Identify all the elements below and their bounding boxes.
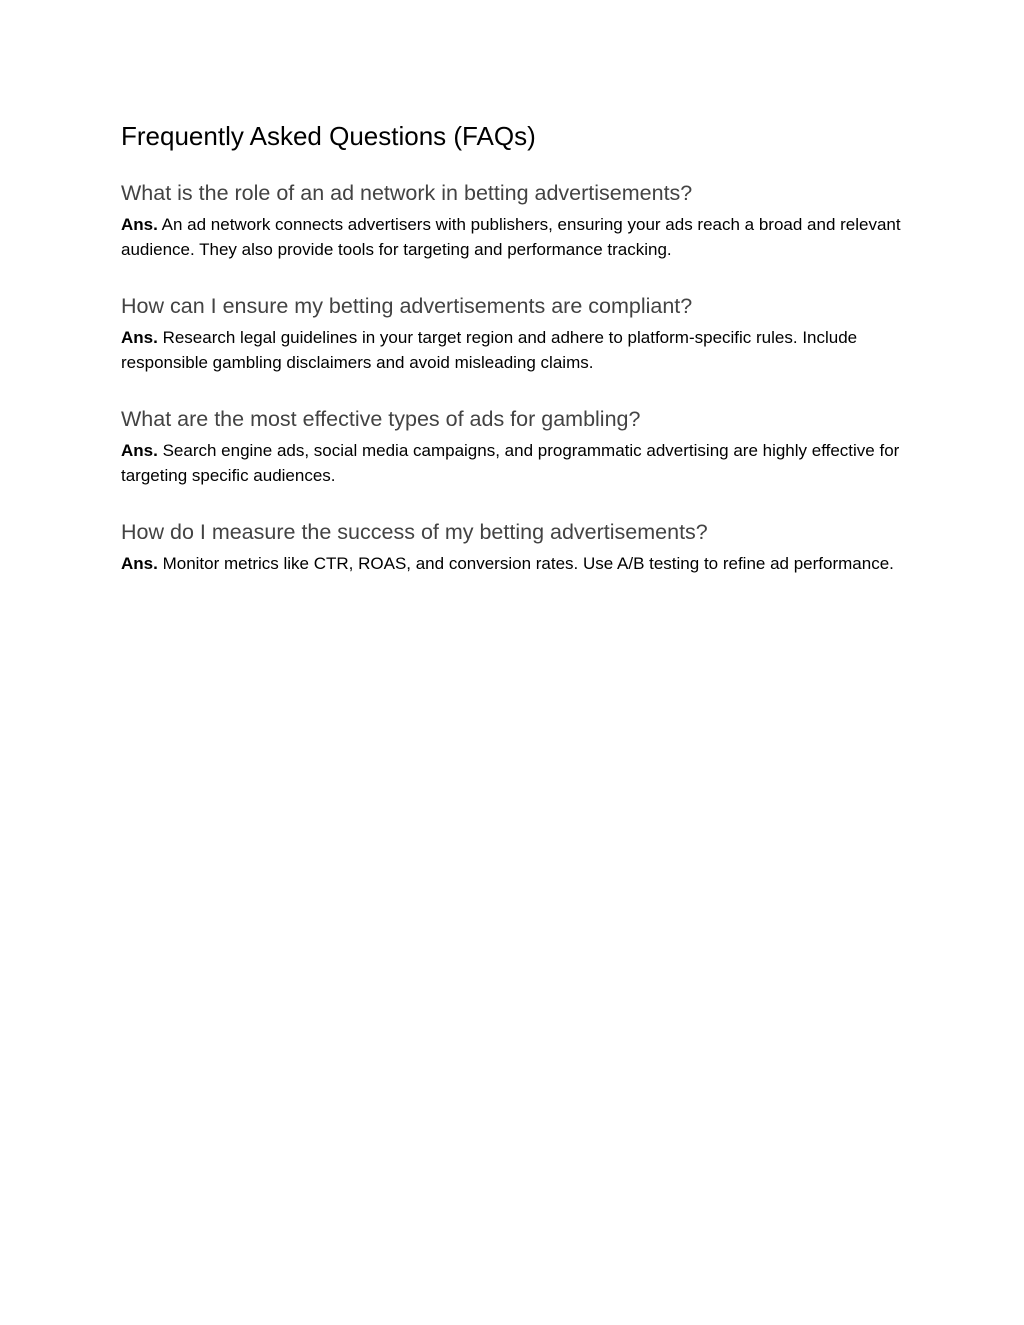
- answer-label: Ans.: [121, 328, 158, 347]
- faq-item: [121, 517, 911, 577]
- faq-item: [121, 291, 911, 375]
- faq-answer: [121, 439, 911, 488]
- faq-answer: [121, 552, 911, 577]
- answer-label: Ans.: [121, 554, 158, 573]
- answer-text: Research legal guidelines in your target region and adhere to platform-specific rules. Include responsible gambling disclaimers and avoid misleading claims.: [121, 328, 858, 372]
- faq-question: How can I ensure my betting advertisements are compliant?: [121, 294, 693, 318]
- answer-text: Monitor metrics like CTR, ROAS, and conversion rates. Use A/B testing to refine ad performance.: [162, 554, 894, 573]
- faq-question: How do I measure the success of my betting advertisements?: [121, 520, 708, 544]
- answer-text: Search engine ads, social media campaigns, and programmatic advertising are highly effective for targeting specific audiences.: [121, 441, 900, 485]
- faq-answer: [121, 326, 911, 375]
- faq-answer: [121, 213, 911, 262]
- faq-item: [121, 404, 911, 488]
- faq-question: What is the role of an ad network in betting advertisements?: [121, 181, 693, 205]
- answer-label: Ans.: [121, 441, 158, 460]
- faq-question: What are the most effective types of ads for gambling?: [121, 407, 641, 431]
- faq-item: [121, 178, 911, 262]
- answer-label: Ans.: [121, 215, 158, 234]
- document-page: [121, 118, 911, 606]
- page-title: Frequently Asked Questions (FAQs): [121, 121, 536, 151]
- answer-text: An ad network connects advertisers with publishers, ensuring your ads reach a broad and relevant audience. They also provide tools for targeting and performance tracking.: [121, 215, 901, 259]
